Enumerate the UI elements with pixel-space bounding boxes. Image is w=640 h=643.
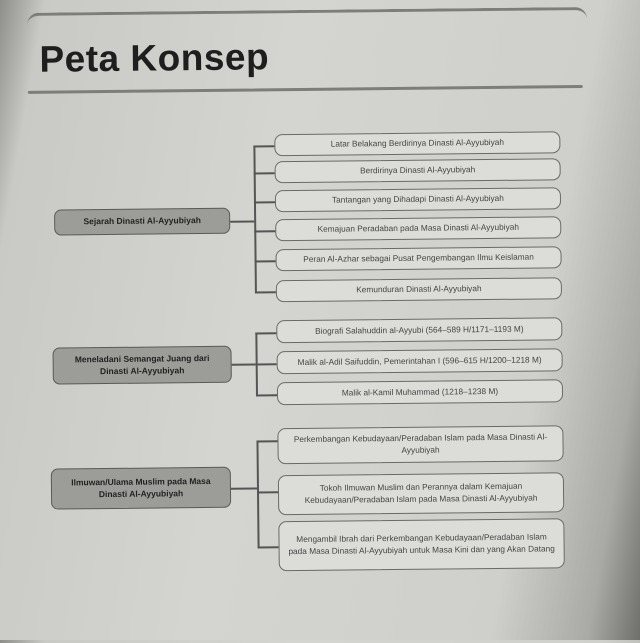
- connector: [255, 291, 276, 293]
- connector: [256, 440, 259, 547]
- subtopic-box: Kemajuan Peradaban pada Masa Dinasti Al-Ayyubiyah: [275, 216, 561, 241]
- subtopic-box: Kemunduran Dinasti Al-Ayyubiyah: [276, 277, 562, 302]
- connector: [231, 487, 257, 489]
- connector: [256, 363, 277, 365]
- connector: [256, 394, 277, 396]
- subtopic-box: Perkembangan Kebudayaan/Peradaban Islam pada Masa Dinasti Al-Ayyubiyah: [277, 425, 563, 464]
- connector: [254, 172, 275, 174]
- topic-box-ilmuwan: Ilmuwan/Ulama Muslim pada Masa Dinasti Al-Ayyubiyah: [51, 467, 231, 510]
- subtopic-box: Latar Belakang Berdirinya Dinasti Al-Ayyubiyah: [274, 131, 560, 156]
- topic-box-meneladani: Meneladani Semangat Juang dari Dinasti Al-Ayyubiyah: [52, 346, 231, 385]
- connector: [232, 363, 256, 365]
- connector: [258, 546, 279, 548]
- connector: [255, 260, 276, 262]
- page-title: Peta Konsep: [39, 36, 270, 80]
- subtopic-box: Biografi Salahuddin al-Ayyubi (564–589 H/1171–1193 M): [276, 317, 562, 343]
- connector: [254, 201, 275, 203]
- connector: [254, 230, 275, 232]
- subtopic-box: Tantangan yang Dihadapi Dinasti Al-Ayyubiyah: [275, 187, 561, 212]
- subtopic-box: Malik al-Adil Saifuddin, Pemerintahan I (596–615 H/1200–1218 M): [277, 348, 563, 374]
- subtopic-box: Berdirinya Dinasti Al-Ayyubiyah: [275, 158, 561, 183]
- connector: [255, 332, 276, 334]
- subtopic-box: Mengambil Ibrah dari Perkembangan Kebudayaan/Peradaban Islam pada Masa Dinasti Al-Ayyubiyah untuk Masa Kini dan yang Akan Datang: [278, 518, 565, 571]
- subtopic-box: Peran Al-Azhar sebagai Pusat Pengembangan Ilmu Keislaman: [275, 246, 561, 271]
- connector: [230, 220, 254, 222]
- subtopic-box: Tokoh Ilmuwan Muslim dan Perannya dalam Kemajuan Kebudayaan/Peradaban Islam pada Masa Dinasti Al-Ayyubiyah: [278, 472, 564, 515]
- connector: [256, 440, 277, 442]
- topic-box-sejarah: Sejarah Dinasti Al-Ayyubiyah: [54, 208, 230, 236]
- connector: [253, 145, 256, 291]
- subtopic-box: Malik al-Kamil Muhammad (1218–1238 M): [277, 379, 563, 405]
- connector: [253, 145, 274, 147]
- connector: [257, 491, 278, 493]
